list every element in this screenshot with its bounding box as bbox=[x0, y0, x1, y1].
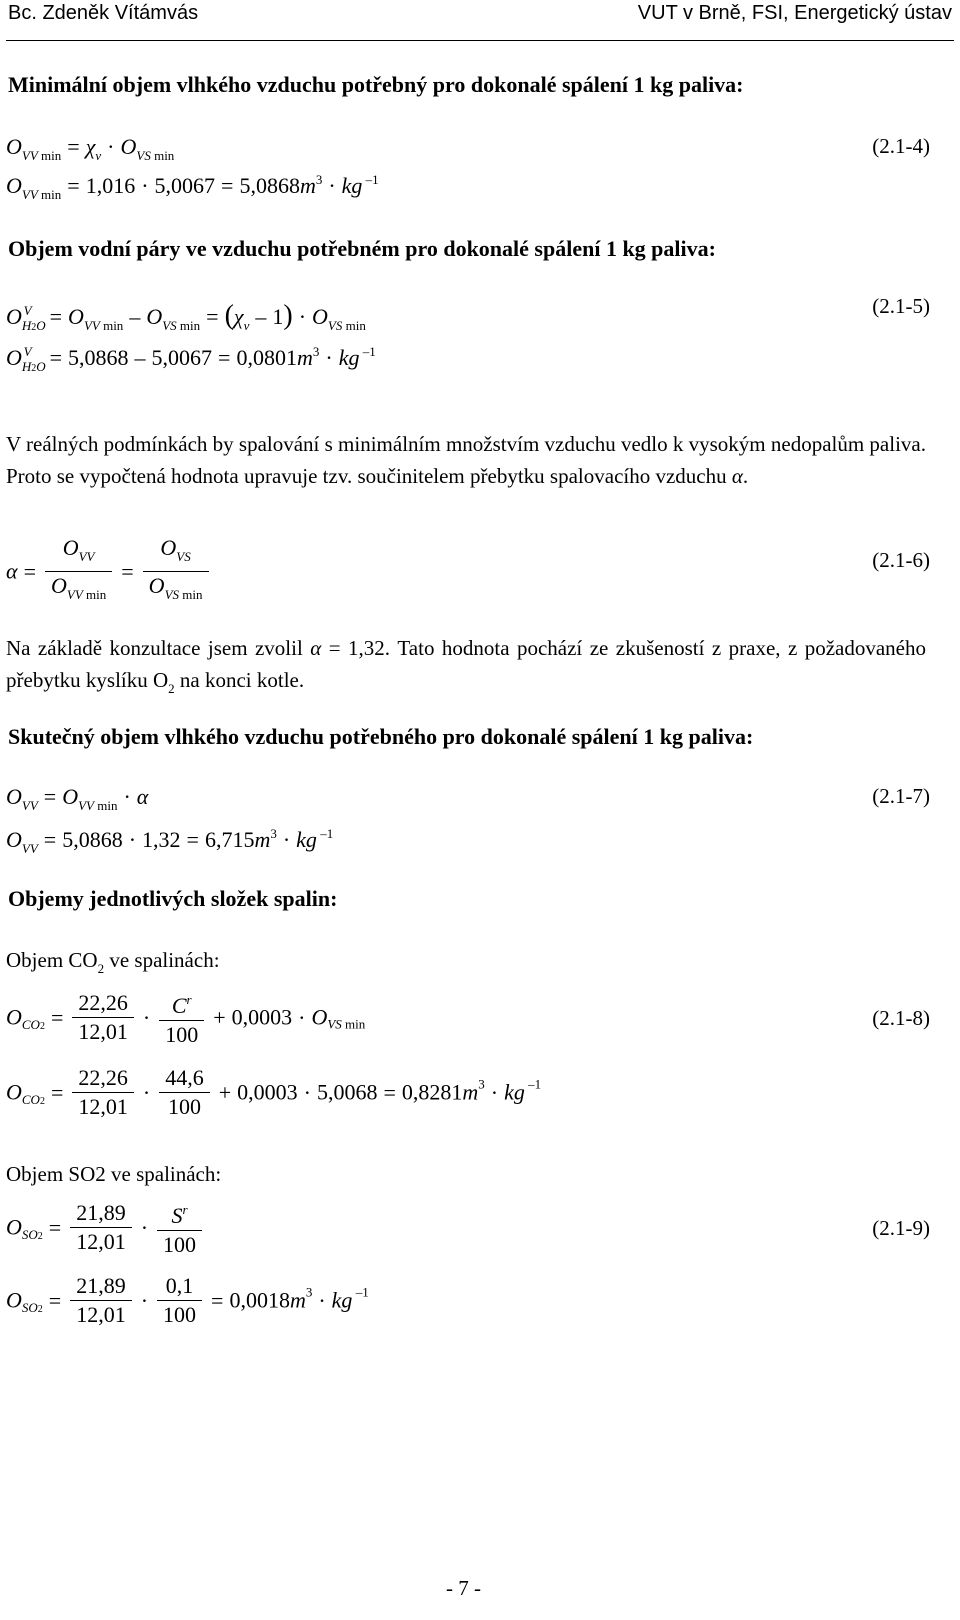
o-so2-value: 0,0018 bbox=[229, 1287, 290, 1313]
equation-number: (2.1-9) bbox=[872, 1216, 930, 1240]
o-h2o-value: 0,0801 bbox=[236, 345, 297, 370]
equation-number: (2.1-8) bbox=[872, 1006, 930, 1030]
equation-2-1-6: α = $\frac{O_{VV}}{O_{VV} _{min}}$ = $\frac{O_{VS}}{O_{VS} _{min}}$ bbox=[6, 534, 212, 609]
equation-2-1-8-result: $O_{CO2}$ = $\frac{22,26}{12,01}$ · $\frac{44,6}{100}$ + $0,0003 \cdot 5,0068 = 0,8281m^3$ · kg $^{-1}$ bbox=[6, 1065, 542, 1119]
o-vv-min-value: 5,0868 bbox=[239, 173, 300, 198]
page-number: - 7 - bbox=[446, 1576, 481, 1600]
equation-2-1-5-result: $O_{H2O}^V = 5,0868 - 5,0067 = 0,0801m^3$ · kg $^{-1}$ bbox=[6, 344, 376, 374]
o-co2-value: 0,8281 bbox=[401, 1079, 463, 1105]
equation-number: (2.1-7) bbox=[872, 784, 930, 808]
section-heading: Objem vodní páry ve vzduchu potřebném pro dokonalé spálení 1 kg paliva: bbox=[8, 236, 716, 261]
equation-2-1-4-result: $O_{VV}$ $_{min} = 1,016 \cdot 5,0067 = 5,0868m^3$ · kg $^{-1}$ bbox=[6, 172, 379, 202]
alpha-value: 1,32 bbox=[347, 636, 385, 660]
equation-2-1-5: $O_{H2O}^V = O_{VV}$ $_{min} - O_{VS}$ $_{min} = (\chi_v - 1) \cdot O_{VS}$ $_{min}$ bbox=[6, 300, 366, 333]
o-vv-min-value: 5,0868 bbox=[62, 827, 123, 852]
header-rule bbox=[6, 40, 954, 41]
alpha-value: 1,32 bbox=[142, 827, 181, 852]
header-institute: VUT v Brně, FSI, Energetický ústav bbox=[637, 2, 952, 24]
body-paragraph: V reálných podmínkách by spalování s minimálním množstvím vzduchu vedlo k vysokým nedopalům paliva. Proto se vypočtená hodnota upravuje tzv. součinitelem přebytku spalovacího vzduchu α. bbox=[6, 432, 926, 488]
equation-number: (2.1-6) bbox=[872, 548, 930, 572]
section-heading: Objemy jednotlivých složek spalin: bbox=[8, 886, 338, 911]
o-vv-min-value: 5,0868 bbox=[68, 345, 129, 370]
body-paragraph: Na základě konzultace jsem zvolil α = 1,32. Tato hodnota pochází ze zkušeností z praxe, z požadovaného přebytku kyslíku $O_2$ na konci kotle. bbox=[6, 636, 926, 696]
equation-2-1-8: $O_{CO2}$ = $\frac{22,26}{12,01}$ · $\frac{C^r}{100}$ + $0,0003 \cdot O_{VS}$ $_{min}$ bbox=[6, 986, 365, 1049]
equation-2-1-7: $O_{VV} = O_{VV}$ $_{min}$ · α bbox=[6, 784, 149, 813]
o-vv-value: 6,715 bbox=[204, 827, 255, 852]
subheading-co2: Objem $CO_2$ ve spalinách: bbox=[6, 948, 220, 976]
equation-number: (2.1-4) bbox=[872, 134, 930, 158]
chi-value: 1,016 bbox=[85, 173, 136, 198]
equation-2-1-9: $O_{SO2}$ = $\frac{21,89}{12,01}$ · $\frac{S^r}{100}$ bbox=[6, 1196, 205, 1259]
equation-number: (2.1-5) bbox=[872, 294, 930, 318]
equation-2-1-9-result: $O_{SO2}$ = $\frac{21,89}{12,01}$ · $\frac{0,1}{100}$ = $0,0018m^3$ · kg $^{-1}$ bbox=[6, 1273, 369, 1327]
o-vs-min-value: 5,0067 bbox=[151, 345, 213, 370]
subheading-so2: Objem SO2 ve spalinách: bbox=[6, 1162, 222, 1186]
equation-2-1-7-result: $O_{VV} = 5,0868 \cdot 1,32 = 6,715m^3$ · kg $^{-1}$ bbox=[6, 826, 334, 856]
o-vs-min-value: 5,0067 bbox=[154, 173, 216, 198]
equation-2-1-4: $O_{VV}$ $_{min} = \chi_v \cdot O_{VS}$ $_{min}$ bbox=[6, 134, 175, 163]
section-heading: Minimální objem vlhkého vzduchu potřebný pro dokonalé spálení 1 kg paliva: bbox=[8, 72, 744, 97]
header-author: Bc. Zdeněk Vítámvás bbox=[8, 2, 199, 24]
section-heading: Skutečný objem vlhkého vzduchu potřebného pro dokonalé spálení 1 kg paliva: bbox=[8, 724, 754, 749]
